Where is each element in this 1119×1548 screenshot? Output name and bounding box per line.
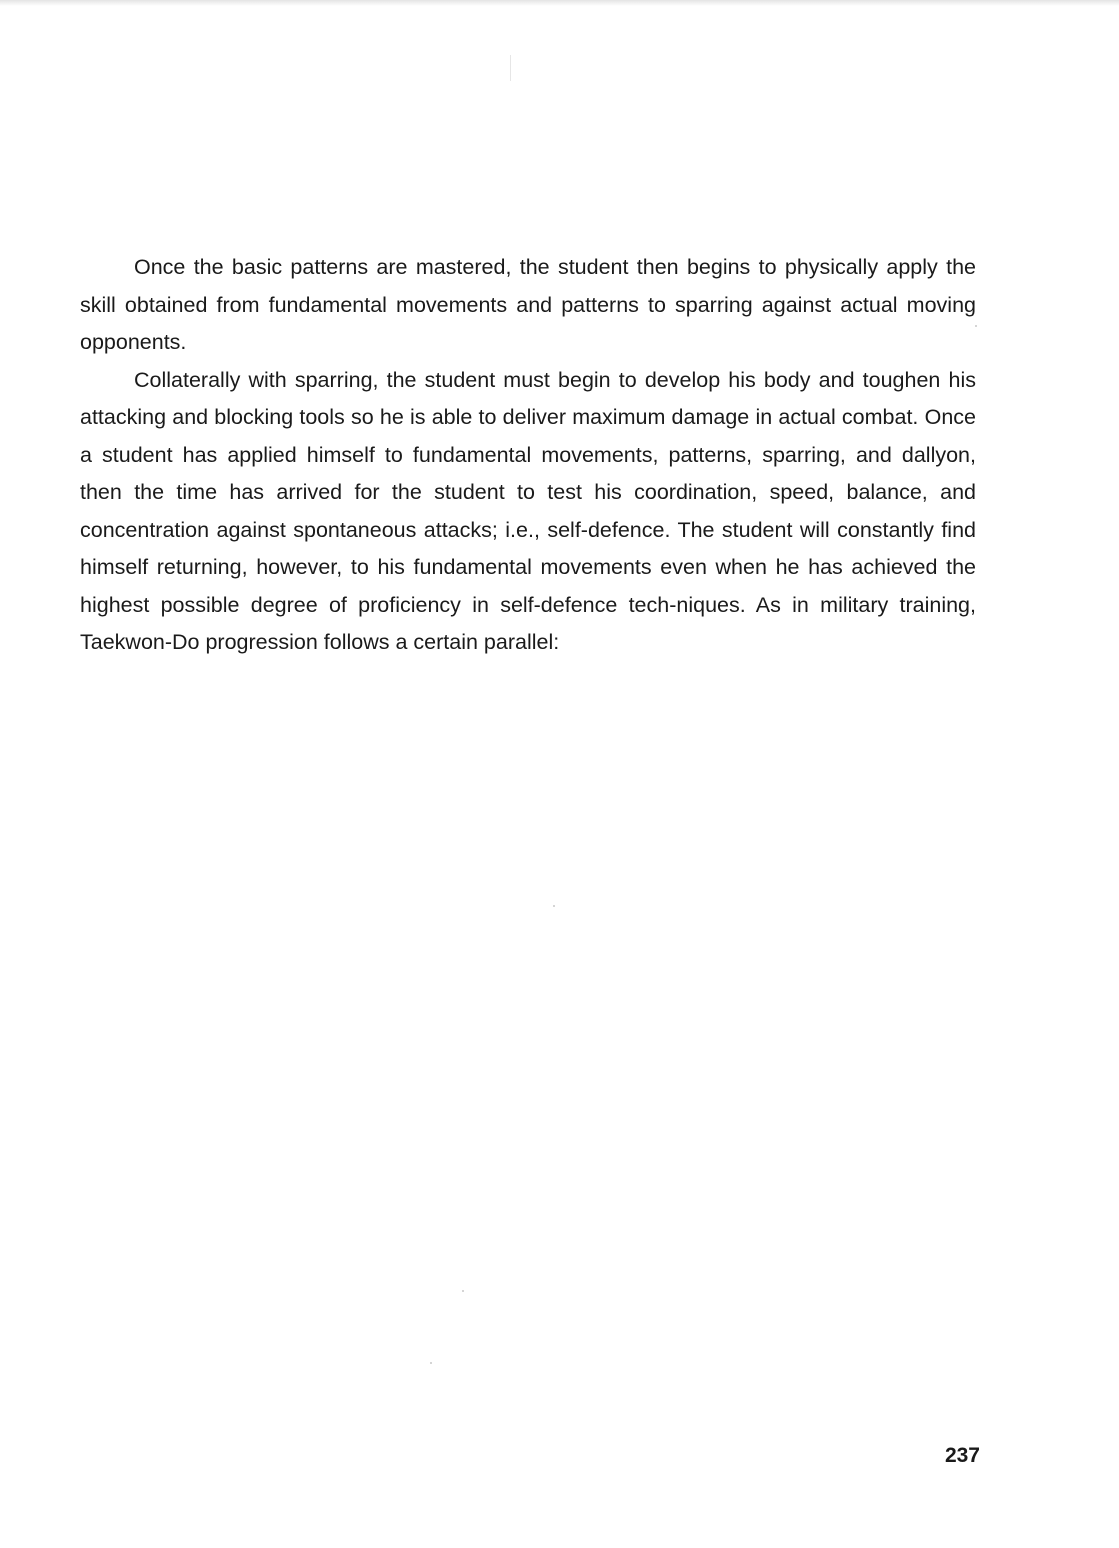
body-text — [80, 249, 976, 662]
scan-speck — [553, 905, 555, 907]
scan-top-edge — [0, 0, 1119, 6]
scan-speck — [462, 1290, 464, 1292]
scan-crease-mark — [510, 55, 511, 81]
paragraph: Once the basic patterns are mastered, the student then begins to physically apply the skill obtained from fundamental movements and patterns to sparring against actual moving opponents. — [80, 255, 976, 354]
page-number: 237 — [944, 1444, 980, 1467]
paragraph: Collaterally with sparring, the student must begin to develop his body and toughen his attacking and blocking tools so he is able to deliver maximum damage in actual combat. Once a student has applied himself to fundamental movements, patterns, sparring, and dallyon, then the time has arrived for the student to test his coordination, speed, balance, and concentration against spontaneous attacks; i.e., self-defence. The student will constantly find himself returning, however, to his fundamental movements even when he has achieved the highest possible degree of proficiency in self-defence tech-niques. As in military training, Taekwon-Do progression follows a certain parallel: — [80, 367, 976, 654]
scan-speck — [430, 1362, 432, 1364]
